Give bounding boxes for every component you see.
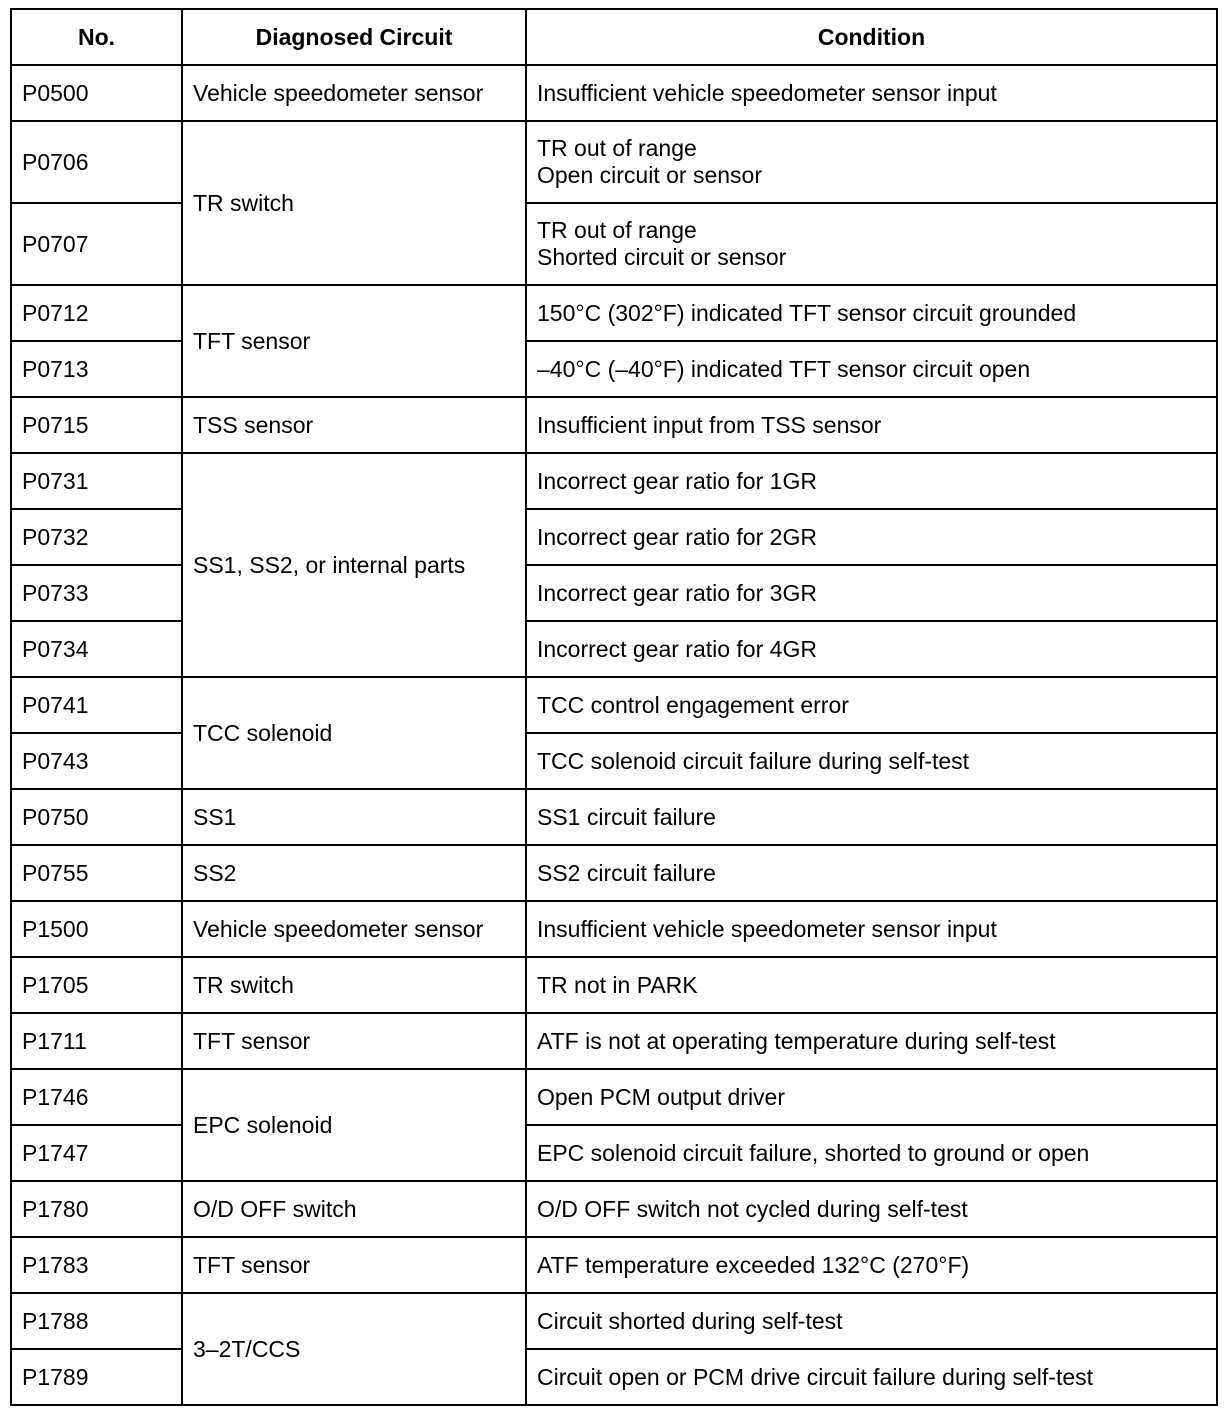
condition-cell: Insufficient input from TSS sensor — [526, 397, 1217, 453]
code-cell: P1705 — [11, 957, 182, 1013]
table-row — [11, 789, 1217, 845]
code-cell: P1711 — [11, 1013, 182, 1069]
code-cell: P0707 — [11, 203, 182, 285]
table-row — [11, 845, 1217, 901]
condition-cell: Insufficient vehicle speedometer sensor input — [526, 901, 1217, 957]
table-row — [11, 121, 1217, 203]
code-cell: P1780 — [11, 1181, 182, 1237]
code-cell: P0732 — [11, 509, 182, 565]
code-cell: P0500 — [11, 65, 182, 121]
header-no: No. — [11, 9, 182, 65]
code-cell: P0731 — [11, 453, 182, 509]
circuit-cell: TFT sensor — [182, 1013, 526, 1069]
condition-cell: TR out of range Open circuit or sensor — [526, 121, 1217, 203]
code-cell: P0706 — [11, 121, 182, 203]
condition-cell: SS1 circuit failure — [526, 789, 1217, 845]
table-header-row — [11, 9, 1217, 65]
condition-cell: Incorrect gear ratio for 2GR — [526, 509, 1217, 565]
circuit-cell: SS2 — [182, 845, 526, 901]
condition-cell: TR out of range Shorted circuit or sensor — [526, 203, 1217, 285]
code-cell: P0733 — [11, 565, 182, 621]
code-cell: P0713 — [11, 341, 182, 397]
table-row — [11, 453, 1217, 509]
condition-cell: Incorrect gear ratio for 4GR — [526, 621, 1217, 677]
code-cell: P1500 — [11, 901, 182, 957]
condition-cell: TCC solenoid circuit failure during self-test — [526, 733, 1217, 789]
code-cell: P1746 — [11, 1069, 182, 1125]
diagnostic-code-table — [10, 8, 1218, 1406]
condition-cell: ATF temperature exceeded 132°C (270°F) — [526, 1237, 1217, 1293]
condition-cell: TCC control engagement error — [526, 677, 1217, 733]
circuit-cell: TR switch — [182, 121, 526, 285]
condition-cell: –40°C (–40°F) indicated TFT sensor circuit open — [526, 341, 1217, 397]
condition-cell: Open PCM output driver — [526, 1069, 1217, 1125]
code-cell: P0743 — [11, 733, 182, 789]
condition-cell: O/D OFF switch not cycled during self-test — [526, 1181, 1217, 1237]
circuit-cell: TFT sensor — [182, 1237, 526, 1293]
condition-cell: EPC solenoid circuit failure, shorted to ground or open — [526, 1125, 1217, 1181]
table-row — [11, 677, 1217, 733]
code-cell: P0741 — [11, 677, 182, 733]
condition-cell: 150°C (302°F) indicated TFT sensor circuit grounded — [526, 285, 1217, 341]
condition-cell: Incorrect gear ratio for 1GR — [526, 453, 1217, 509]
condition-cell: SS2 circuit failure — [526, 845, 1217, 901]
condition-cell: Circuit shorted during self-test — [526, 1293, 1217, 1349]
code-cell: P0712 — [11, 285, 182, 341]
condition-cell: Circuit open or PCM drive circuit failure during self-test — [526, 1349, 1217, 1405]
table-row — [11, 1013, 1217, 1069]
circuit-cell: TSS sensor — [182, 397, 526, 453]
circuit-cell: TFT sensor — [182, 285, 526, 397]
table-row — [11, 65, 1217, 121]
circuit-cell: TR switch — [182, 957, 526, 1013]
table-row — [11, 397, 1217, 453]
code-cell: P1788 — [11, 1293, 182, 1349]
header-diagnosed-circuit: Diagnosed Circuit — [182, 9, 526, 65]
circuit-cell: EPC solenoid — [182, 1069, 526, 1181]
table-row — [11, 1181, 1217, 1237]
circuit-cell: Vehicle speedometer sensor — [182, 901, 526, 957]
circuit-cell: O/D OFF switch — [182, 1181, 526, 1237]
code-cell: P0734 — [11, 621, 182, 677]
table-row — [11, 957, 1217, 1013]
circuit-cell: TCC solenoid — [182, 677, 526, 789]
circuit-cell: Vehicle speedometer sensor — [182, 65, 526, 121]
code-cell: P0715 — [11, 397, 182, 453]
table-row — [11, 1069, 1217, 1125]
condition-cell: Incorrect gear ratio for 3GR — [526, 565, 1217, 621]
circuit-cell: SS1 — [182, 789, 526, 845]
condition-cell: ATF is not at operating temperature during self-test — [526, 1013, 1217, 1069]
table-row — [11, 285, 1217, 341]
code-cell: P1789 — [11, 1349, 182, 1405]
code-cell: P0750 — [11, 789, 182, 845]
table-row — [11, 1237, 1217, 1293]
condition-cell: TR not in PARK — [526, 957, 1217, 1013]
table-row — [11, 1293, 1217, 1349]
circuit-cell: SS1, SS2, or internal parts — [182, 453, 526, 677]
code-cell: P1747 — [11, 1125, 182, 1181]
table-row — [11, 901, 1217, 957]
header-condition: Condition — [526, 9, 1217, 65]
condition-cell: Insufficient vehicle speedometer sensor input — [526, 65, 1217, 121]
circuit-cell: 3–2T/CCS — [182, 1293, 526, 1405]
code-cell: P0755 — [11, 845, 182, 901]
code-cell: P1783 — [11, 1237, 182, 1293]
